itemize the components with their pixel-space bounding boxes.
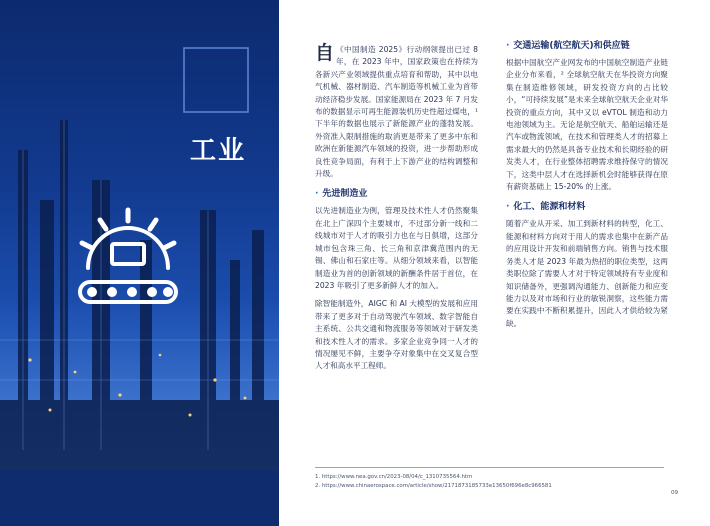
text-column-middle (315, 44, 478, 379)
paragraph: 随着产业从开采、加工到新材料的转型，化工、能源和材料方向对于用人的需求也集中在新产品的应用设计开发和前端销售方向。销售与技术服务类人才是 2023 年最为热招的职位类型，这两类职位除了需要人才对于特定领域持有专业度和知识储备外，更强调沟通能力、创新能力和应变能力以及对市场和行业的敏锐洞察，这些能力需要在实践中不断积累提升，因此人才供给较为紧缺。 (506, 219, 668, 328)
bullet-icon: · (506, 202, 510, 213)
bullet-icon: · (315, 189, 319, 200)
dropcap: 自 (315, 42, 335, 64)
intro-text: 《中国制造 2025》行动纲领提出已过 8 年，在 2023 年中，国家政策也在持续为各新兴产业领域提供重点培育和帮助，其中以电气机械、器材制造、汽车制造等机械工业为首带动经济稳步发展。国家能源局在 2023 年 7 月发布的数据显示可再生能源装机历史性超过煤电，¹ 下半年的数据也展示了新能源产业的蓬勃发展。外资准入限制措施的取消更是带来了更多中东和欧洲在新能源汽车领域的投资，进一步帮助形成良性竞争局面，有利于上下游产业的结构调整和升级。 (315, 45, 478, 179)
bullet-icon: · (506, 41, 510, 51)
paragraph: 以先进制造业为例，管理及技术性人才仍然聚集在北上广深四个主要城市，不过部分新一线和二线城市对于人才的吸引力也在与日俱增，这部分城市包含珠三角、长三角和京津冀范围内的无锡、佛山和石家庄等。从细分领域来看，以智能制造业为首的创新领域的新酬条件居于首位，在 2023 年吸引了更多新鲜人才的加入。 (315, 206, 478, 290)
accent-box (184, 48, 248, 112)
refinery-illustration (0, 0, 279, 526)
footnote-2[interactable]: 2. https://www.chinaerospace.com/article/show/2171873185733e13650f696e8c966581 (315, 483, 552, 489)
footnote-divider (315, 467, 664, 468)
hero-title: 工业 (190, 136, 247, 166)
page-number: 09 (671, 490, 679, 496)
hero-image (0, 0, 279, 526)
intro-paragraph (315, 44, 478, 180)
paragraph: 根据中国航空产业网发布的中国航空制造产业链企业分布来看，² 全球航空航天在华投资方向聚集在制造维修领域，研发投资方向的占比较小，“可持续发展”是未来全球航空航天企业对华投资的重点方向，其中又以 eVTOL 制造和动力电池领域为主。无论是航空航天、船舶运输还是汽车或物流领域，在技术和管理类人才的招募上需求最大的仍然是具备专业技术和长期经验的研发类人才，在行业整体招聘需求维持保守的情况下，这类中层人才在选择新机会时能够获得在原有薪资基础上 15-20% 的上涨。 (506, 58, 668, 192)
section-heading-transport: · 交通运输(航空航天)和供应链 (506, 41, 630, 51)
footnote-1[interactable]: 1. https://www.nea.gov.cn/2023-08/04/c_1310735564.htm (315, 474, 473, 480)
text-column-right (506, 40, 668, 336)
section-heading-advanced-manufacturing: · 先进制造业 (315, 189, 368, 200)
section-heading-chemicals: · 化工、能源和材料 (506, 202, 586, 213)
paragraph: 除智能制造外，AIGC 和 AI 大模型的发展和应用带来了更多对于自动驾驶汽车领域、数字智能自主系统、公共交通和物流服务等领域对于研发类和技术性人才的需求。多家企业竞争同一人才的情况屡见不鲜，主要争夺对象集中在交叉复合型人才和高水平工程师。 (315, 299, 478, 371)
